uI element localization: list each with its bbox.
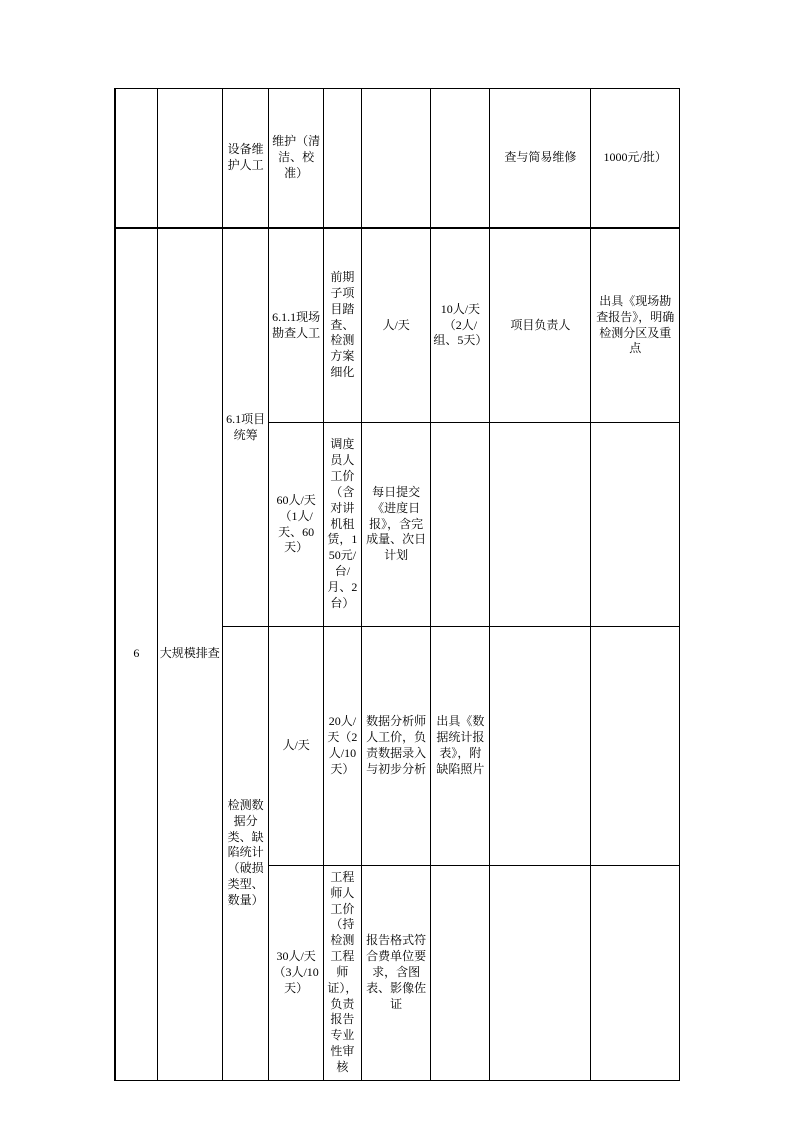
table-cell-content: 30人/天（3人/10天） (269, 866, 324, 1081)
table-cell-unit (323, 89, 361, 229)
table-cell-quantity: 出具《数据统计报表》，附缺陷照片 (431, 627, 490, 866)
table-cell-scope: 前期子项目踏查、检测方案细化 (323, 228, 361, 423)
table-cell-serial: 6 (115, 228, 157, 1080)
table-row (115, 89, 680, 229)
table-cell-quantity: 10人/天（2人/组、5天） (431, 228, 490, 423)
table-cell-remark (490, 627, 591, 866)
cost-breakdown-table (114, 88, 680, 1081)
table-cell-unit: 每日提交《进度日报》，含完成量、次日计划 (361, 423, 431, 627)
table-cell-remark (490, 423, 591, 627)
table-cell-content: 60人/天（1人/天、60天） (269, 423, 324, 627)
table-cell-quantity (431, 866, 490, 1081)
table-cell-subitem: 检测数据分类、缺陷统计（破损类型、数量） (222, 627, 268, 1081)
table-cell-content: 人/天 (269, 627, 324, 866)
table-cell-quantity (431, 423, 490, 627)
table-cell-remark: 项目负责人 (490, 228, 591, 423)
table-cell-deliverable: 1000元/批） (591, 89, 680, 229)
table-cell-deliverable (591, 423, 680, 627)
table-cell-remark (490, 866, 591, 1081)
table-cell-scope: 工程师人工价（持检测工程师证），负责报告专业性审核 (323, 866, 361, 1081)
table-cell-scope: 20人/天（2人/10天） (323, 627, 361, 866)
table-cell-category: 大规模排查 (157, 228, 222, 1080)
table-cell-unit: 人/天 (361, 228, 431, 423)
table-cell-serial (115, 89, 157, 229)
table-cell-extra (431, 89, 490, 229)
table-cell-content: 6.1.1现场勘查人工 (269, 228, 324, 423)
table-cell-unit: 数据分析师人工价，负责数据录入与初步分析 (361, 627, 431, 866)
table-row (115, 228, 680, 423)
table-cell-quantity (361, 89, 431, 229)
table-cell-unit: 报告格式符合费单位要求，含图表、影像佐证 (361, 866, 431, 1081)
table-cell-subitem: 6.1项目统筹 (222, 228, 268, 627)
table-cell-deliverable: 出具《现场勘查报告》，明确检测分区及重点 (591, 228, 680, 423)
table-cell-category (157, 89, 222, 229)
table-cell-remark: 查与简易维修 (490, 89, 591, 229)
table-cell-subitem: 设备维护人工 (222, 89, 268, 229)
table-cell-scope: 调度员人工价（含对讲机租赁，150元/台/月、2台） (323, 423, 361, 627)
table-cell-deliverable (591, 627, 680, 866)
table-cell-deliverable (591, 866, 680, 1081)
table-cell-content: 维护（清洁、校准） (269, 89, 324, 229)
